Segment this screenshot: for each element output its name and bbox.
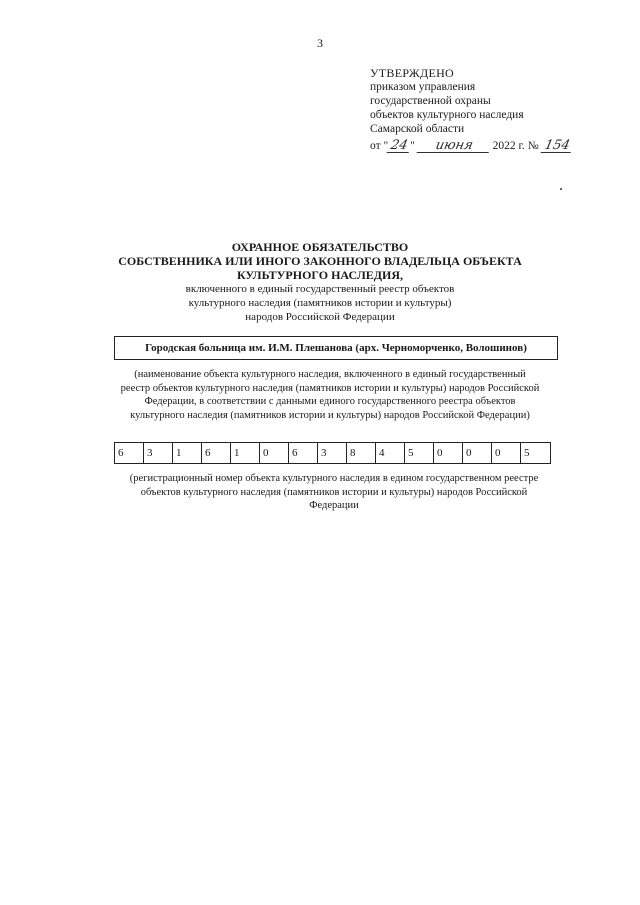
caption-line: Федерации, в соответствии с данными единого государственного реестра объектов	[144, 396, 516, 407]
caption-line: (наименование объекта культурного наследия, включенного в единый государственный	[134, 369, 526, 380]
caption-line: объектов культурного наследия (памятников истории и культуры) народов Российской	[140, 486, 528, 498]
reg-digit-cell: 3	[318, 443, 347, 463]
approval-stamp	[370, 66, 524, 136]
title-subline: народов Российской Федерации	[245, 311, 395, 323]
object-name-caption	[96, 368, 564, 422]
handwritten-month: июня	[416, 140, 491, 153]
reg-digit-cell: 0	[260, 443, 289, 463]
reg-digit-cell: 4	[376, 443, 405, 463]
title-line: КУЛЬТУРНОГО НАСЛЕДИЯ,	[236, 268, 404, 282]
document-title	[80, 240, 560, 324]
page-number: 3	[317, 36, 323, 50]
approval-line: государственной охраны	[370, 95, 491, 107]
title-line: СОБСТВЕННИКА ИЛИ ИНОГО ЗАКОННОГО ВЛАДЕЛЬЦА ОБЪЕКТА	[118, 254, 522, 268]
title-subline: включенного в единый государственный реестр объектов	[185, 283, 455, 295]
reg-digit-cell: 1	[173, 443, 202, 463]
date-quote: "	[410, 140, 415, 152]
reg-digit-cell: 5	[405, 443, 434, 463]
approval-date	[370, 138, 572, 154]
title-subline: культурного наследия (памятников истории и культуры)	[188, 297, 452, 309]
date-year: 2022 г. №	[492, 140, 539, 152]
reg-digit-cell: 6	[289, 443, 318, 463]
approval-line: объектов культурного наследия	[370, 109, 524, 121]
reg-digit-cell: 0	[434, 443, 463, 463]
caption-line: (регистрационный номер объекта культурного наследия в едином государственном реестре	[129, 473, 539, 484]
approval-line: Самарской области	[370, 123, 465, 135]
reg-digit-cell: 6	[115, 443, 144, 463]
handwritten-order-number: 154	[540, 140, 573, 153]
reg-digit-cell: 1	[231, 443, 260, 463]
reg-digit-cell: 3	[144, 443, 173, 463]
registration-caption	[110, 472, 558, 513]
caption-line: реестр объектов культурного наследия (памятников истории и культуры) народов Российской	[120, 382, 540, 394]
reg-digit-cell: 8	[347, 443, 376, 463]
caption-line: культурного наследия (памятников истории и культуры) народов Российской Федерации)	[130, 409, 530, 421]
approval-heading: УТВЕРЖДЕНО	[370, 66, 455, 80]
reg-digit-cell: 6	[202, 443, 231, 463]
approval-line: приказом управления	[370, 81, 476, 93]
title-line: ОХРАННОЕ ОБЯЗАТЕЛЬСТВО	[231, 240, 409, 254]
handwritten-day: 24	[387, 140, 412, 153]
reg-digit-cell: 0	[492, 443, 521, 463]
reg-digit-cell: 5	[524, 447, 530, 459]
date-prefix: от "	[370, 140, 389, 152]
reg-digit-cell: 0	[463, 443, 492, 463]
scan-artifact	[560, 188, 562, 190]
caption-line: Федерации	[309, 500, 359, 511]
object-name-box: Городская больница им. И.М. Плешанова (арх. Черноморченко, Волошинов)	[114, 336, 558, 360]
registration-number-grid	[114, 442, 551, 464]
